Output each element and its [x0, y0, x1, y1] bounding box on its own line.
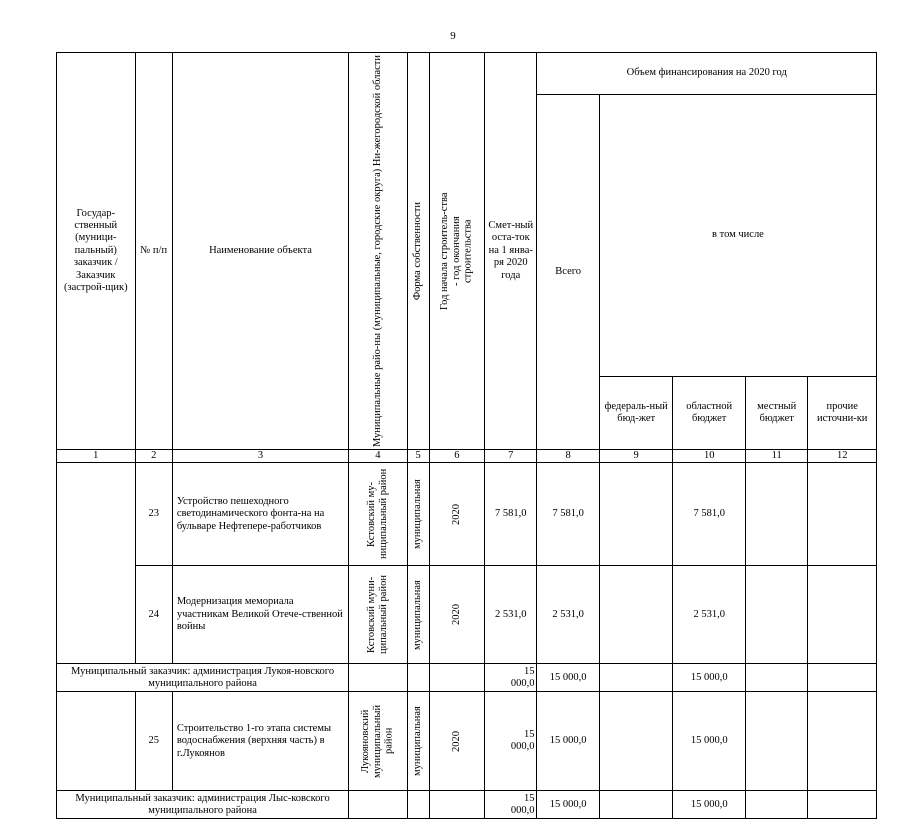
customer-subtotal-label: Муниципальный заказчик: администрация Лукоя-новского муниципального района — [57, 664, 349, 692]
federal-cell — [599, 566, 673, 664]
estimate-cell: 15 000,0 — [485, 791, 537, 819]
empty-cell — [407, 791, 429, 819]
local-cell — [745, 463, 807, 566]
years-cell — [429, 692, 484, 791]
empty-cell — [429, 664, 484, 692]
district-cell — [349, 566, 407, 664]
header-total: Всего — [537, 95, 599, 450]
years-text: 2020 — [451, 604, 462, 626]
other-cell — [808, 566, 877, 664]
district-text: Кстовский муни-ципальный район — [366, 575, 389, 655]
header-ownership-text: Форма собственности — [412, 201, 424, 301]
column-number: 3 — [172, 450, 348, 463]
regional-cell: 15 000,0 — [673, 664, 746, 692]
customer-subtotal-label: Муниципальный заказчик: администрация Лыс-ковского муниципального района — [57, 791, 349, 819]
financing-table — [56, 52, 877, 819]
header-district — [349, 53, 407, 450]
empty-cell — [407, 664, 429, 692]
estimate-cell: 15 000,0 — [485, 664, 537, 692]
header-customer: Государ-ственный (муници-пальный) заказчик / Заказчик (застрой-щик) — [57, 53, 136, 450]
customer-subtotal-row — [57, 791, 877, 819]
header-ownership — [407, 53, 429, 450]
district-text: Кстовский му-ниципальный район — [366, 469, 389, 560]
empty-cell — [349, 791, 407, 819]
total-cell: 15 000,0 — [537, 692, 599, 791]
district-cell — [349, 463, 407, 566]
years-text: 2020 — [451, 503, 462, 525]
row-number: 23 — [135, 463, 172, 566]
federal-cell — [599, 692, 673, 791]
other-cell — [808, 692, 877, 791]
header-including: в том числе — [599, 95, 876, 377]
header-years — [429, 53, 484, 450]
column-number: 5 — [407, 450, 429, 463]
regional-cell: 7 581,0 — [673, 463, 746, 566]
ownership-cell — [407, 463, 429, 566]
total-cell: 15 000,0 — [537, 791, 599, 819]
object-name: Модернизация мемориала участникам Великой Отече-ственной войны — [172, 566, 348, 664]
column-number: 7 — [485, 450, 537, 463]
estimate-cell: 7 581,0 — [485, 463, 537, 566]
years-cell — [429, 463, 484, 566]
ownership-text: муниципальная — [412, 579, 424, 650]
district-cell — [349, 692, 407, 791]
empty-cell — [349, 664, 407, 692]
page-number: 9 — [450, 30, 456, 42]
column-number: 6 — [429, 450, 484, 463]
total-cell: 7 581,0 — [537, 463, 599, 566]
ownership-text: муниципальная — [412, 706, 424, 777]
empty-cell — [808, 664, 877, 692]
local-cell — [745, 566, 807, 664]
header-federal: федераль-ный бюд-жет — [599, 377, 673, 450]
header-district-text: Муниципальные райо-ны (муниципальные, городские округа) Ни-жегородской области — [371, 55, 383, 448]
column-number: 4 — [349, 450, 407, 463]
empty-cell — [599, 664, 673, 692]
header-other: прочие источни-ки — [808, 377, 877, 450]
estimate-cell: 15 000,0 — [485, 692, 537, 791]
customer-cell — [57, 692, 136, 791]
empty-cell — [745, 664, 807, 692]
header-number: № п/п — [135, 53, 172, 450]
ownership-cell — [407, 692, 429, 791]
header-object-name: Наименование объекта — [172, 53, 348, 450]
table-row — [57, 463, 877, 566]
empty-cell — [745, 791, 807, 819]
years-text: 2020 — [451, 730, 462, 752]
other-cell — [808, 463, 877, 566]
empty-cell — [808, 791, 877, 819]
header-regional: областной бюджет — [673, 377, 746, 450]
district-text: Лукояновский муниципальный район — [360, 704, 395, 778]
local-cell — [745, 692, 807, 791]
row-number: 24 — [135, 566, 172, 664]
regional-cell: 15 000,0 — [673, 692, 746, 791]
table-row — [57, 692, 877, 791]
object-name: Строительство 1-го этапа системы водоснабжения (верхняя часть) в г.Лукоянов — [172, 692, 348, 791]
header-funding: Объем финансирования на 2020 год — [537, 53, 877, 95]
federal-cell — [599, 463, 673, 566]
column-number: 12 — [808, 450, 877, 463]
years-cell — [429, 566, 484, 664]
ownership-cell — [407, 566, 429, 664]
header-estimate: Смет-ный оста-ток на 1 янва-ря 2020 года — [485, 53, 537, 450]
column-number: 10 — [673, 450, 746, 463]
total-cell: 2 531,0 — [537, 566, 599, 664]
header-years-text: Год начала строитель-ства - год окончания строительства — [439, 192, 474, 310]
empty-cell — [599, 791, 673, 819]
empty-cell — [429, 791, 484, 819]
column-number: 2 — [135, 450, 172, 463]
ownership-text: муниципальная — [412, 479, 424, 550]
column-number: 9 — [599, 450, 673, 463]
row-number: 25 — [135, 692, 172, 791]
table-row — [57, 566, 877, 664]
regional-cell: 15 000,0 — [673, 791, 746, 819]
customer-subtotal-row — [57, 664, 877, 692]
total-cell: 15 000,0 — [537, 664, 599, 692]
customer-cell — [57, 463, 136, 664]
object-name: Устройство пешеходного светодинамического фонта-на на бульваре Нефтепере-работчиков — [172, 463, 348, 566]
column-number: 1 — [57, 450, 136, 463]
estimate-cell: 2 531,0 — [485, 566, 537, 664]
header-local: местный бюджет — [745, 377, 807, 450]
regional-cell: 2 531,0 — [673, 566, 746, 664]
column-number: 8 — [537, 450, 599, 463]
column-number: 11 — [745, 450, 807, 463]
column-number-row — [57, 450, 877, 463]
